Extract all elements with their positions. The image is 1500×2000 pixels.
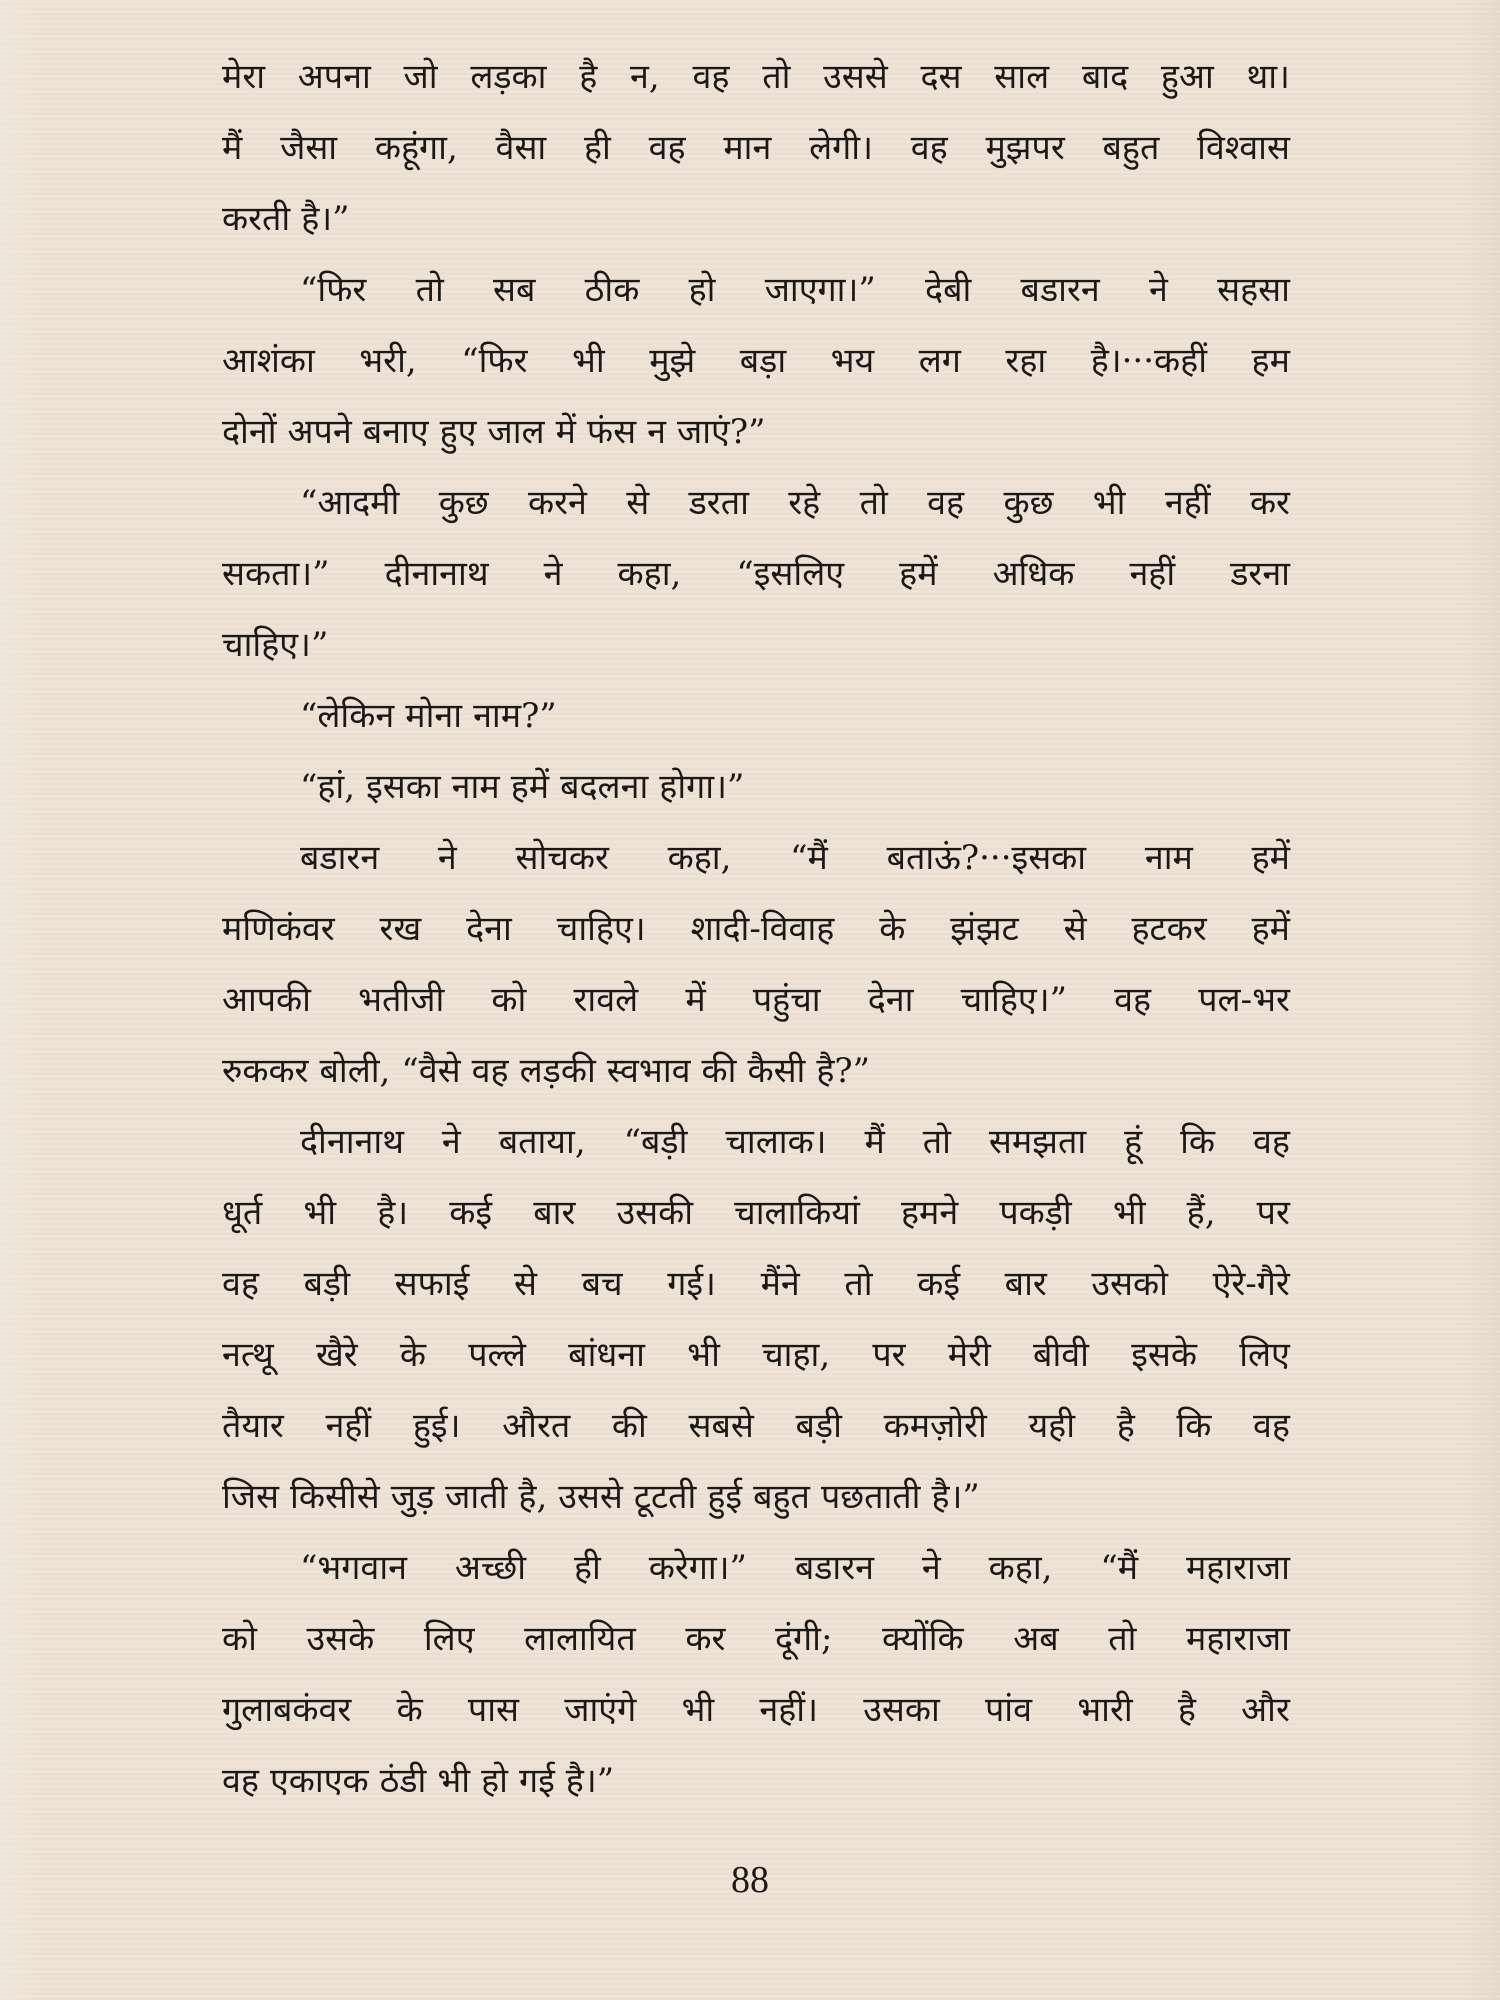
word: नहीं (325, 1406, 372, 1446)
text-line (222, 1320, 1290, 1391)
word: उससे (823, 57, 888, 97)
word: वैसा (495, 128, 547, 168)
word: पांव (984, 1690, 1033, 1730)
word: देबी (925, 270, 972, 310)
word: है (579, 57, 598, 97)
word: बहुत (753, 1477, 810, 1517)
word: हमें (1251, 838, 1290, 878)
text-line (222, 326, 1290, 397)
word: अधिक (992, 554, 1075, 594)
word: मोना (405, 696, 463, 736)
text-line (222, 42, 1290, 113)
word: धूर्त (222, 1193, 263, 1233)
word: “मैं (1100, 1548, 1139, 1588)
word: हो (481, 1761, 508, 1801)
word: वह (1253, 1406, 1290, 1446)
word: उसकी (616, 1193, 694, 1233)
text-line (222, 1675, 1290, 1746)
word: है।···कहीं (1090, 341, 1208, 381)
word: कमज़ोरी (883, 1406, 987, 1446)
text-line (222, 1533, 1290, 1604)
word: उसका (863, 1690, 940, 1730)
text-line (222, 1107, 1290, 1178)
word: को (222, 1619, 257, 1659)
word: कुछ (1003, 483, 1054, 523)
text-line (222, 965, 1290, 1036)
word: बड़ी (795, 1406, 842, 1446)
word: तो (922, 1122, 951, 1162)
word: है।” (931, 1477, 980, 1517)
word: बदलना (560, 767, 649, 807)
word: हूं (1124, 1122, 1143, 1162)
word: वह (910, 128, 948, 168)
word: आशंका (222, 341, 315, 381)
word: तैयार (222, 1406, 284, 1446)
word: कुछ (438, 483, 489, 523)
word: वह (1252, 1122, 1290, 1162)
word: उसके (306, 1619, 375, 1659)
text-line (222, 610, 1290, 681)
word: रहे (788, 483, 821, 523)
word: लालायित (524, 1619, 636, 1659)
word: अच्छी (454, 1548, 527, 1588)
word: कहूंगा, (374, 128, 458, 168)
word: के (879, 909, 906, 949)
word: भी (687, 1335, 720, 1375)
word: डरता (688, 483, 749, 523)
text-line (222, 1036, 1290, 1107)
text-line (222, 113, 1290, 184)
word: लड़का (470, 57, 547, 97)
word: ने (1148, 270, 1168, 310)
word: भतीजी (358, 980, 445, 1020)
word: बताया, (498, 1122, 586, 1162)
word: भी (1092, 483, 1126, 523)
word: भी (437, 1761, 471, 1801)
word: है (1116, 1406, 1135, 1446)
word: चाहिए।” (960, 980, 1067, 1020)
word: हमने (900, 1193, 959, 1233)
word: “लेकिन (300, 696, 395, 736)
word: “बड़ी (623, 1122, 688, 1162)
text-line (222, 1462, 1290, 1533)
word: “फिर (461, 341, 528, 381)
word: भारी (1077, 1690, 1133, 1730)
word: के (396, 1690, 423, 1730)
word: टूटती (633, 1477, 697, 1517)
word: गई (518, 1761, 555, 1801)
word: वह (1114, 980, 1152, 1020)
word: भी (681, 1690, 715, 1730)
word: हुआ (1160, 57, 1214, 97)
word: रुककर (222, 1051, 309, 1091)
word: दीनानाथ (384, 554, 489, 594)
word: नाम?” (473, 696, 557, 736)
word: करेगा।” (648, 1548, 747, 1588)
word: मैं (864, 1122, 885, 1162)
word: न (647, 412, 666, 452)
word: गई। (667, 1264, 716, 1304)
word: “वैसे (401, 1051, 461, 1091)
word: भरी, (359, 341, 417, 381)
word: पल्ले (468, 1335, 526, 1375)
text-line (222, 255, 1290, 326)
word: लड़की (519, 1051, 596, 1091)
page-number: 88 (731, 1859, 769, 1901)
text-line (222, 184, 1290, 255)
word: था। (1246, 57, 1290, 97)
word: जिस (222, 1477, 280, 1517)
text-line (222, 894, 1290, 965)
word: पछताती (820, 1477, 921, 1517)
word: जाएगा।” (764, 270, 876, 310)
word: औरत (502, 1406, 571, 1446)
word: बीवी (1033, 1335, 1089, 1375)
word: चालाक। (725, 1122, 827, 1162)
text-line (222, 681, 1290, 752)
word: कहा, (617, 554, 682, 594)
word: समझता (988, 1122, 1087, 1162)
word: ऐरे-गैरे (1212, 1264, 1290, 1304)
word: भी (571, 341, 605, 381)
word: सब (493, 270, 536, 310)
word: मणिकंवर (222, 909, 335, 949)
word: जो (403, 57, 438, 97)
word: विश्वास (1197, 128, 1290, 168)
word: नहीं (1164, 483, 1211, 523)
word: तो (844, 1264, 873, 1304)
word: सहसा (1217, 270, 1290, 310)
word: नत्थू (222, 1335, 274, 1375)
text-line (222, 752, 1290, 823)
word: को (491, 980, 527, 1020)
word: “फिर (300, 270, 367, 310)
word: सफाई (394, 1264, 470, 1304)
word: पास (467, 1690, 520, 1730)
word: चाहिए। (556, 909, 646, 949)
word: उससे (558, 1477, 623, 1517)
word: मेरी (947, 1335, 991, 1375)
word: मैं (222, 128, 243, 168)
word: “हां, (300, 767, 356, 807)
word: हुए (439, 412, 477, 452)
word: लिए (1239, 1335, 1290, 1375)
word: ने (921, 1548, 941, 1588)
word: महाराजा (1186, 1619, 1290, 1659)
word: करने (528, 483, 587, 523)
word: चाहिए।” (222, 625, 329, 665)
text-line (222, 823, 1290, 894)
word: ही (573, 1548, 601, 1588)
word: बड़ी (303, 1264, 351, 1304)
text-line (222, 1391, 1290, 1462)
text-line (222, 397, 1290, 468)
word: की (611, 1406, 647, 1446)
word: है?” (816, 1051, 871, 1091)
word: कर (685, 1619, 726, 1659)
word: भय (830, 341, 875, 381)
word: गुलाबकंवर (222, 1690, 352, 1730)
word: आपकी (222, 980, 311, 1020)
word: नाम (451, 767, 500, 807)
text-line (222, 1746, 1290, 1817)
word: है।” (301, 199, 350, 239)
word: हमें (899, 554, 938, 594)
text-line (222, 539, 1290, 610)
word: जाएं?” (677, 412, 766, 452)
word: वह (648, 128, 686, 168)
word: बडारन (794, 1548, 875, 1588)
word: मैंने (760, 1264, 800, 1304)
word: यही (1028, 1406, 1076, 1446)
word: में (555, 412, 576, 452)
word: चालाकियां (734, 1193, 860, 1233)
word: हुई। (412, 1406, 461, 1446)
word: में (685, 980, 706, 1020)
word: जुड़ (390, 1477, 435, 1517)
word: चाहा, (762, 1335, 831, 1375)
word: बार (1004, 1264, 1047, 1304)
word: जाल (487, 412, 545, 452)
word: ठीक (584, 270, 640, 310)
word: वह (222, 1761, 259, 1801)
word: वह (222, 1264, 259, 1304)
text-line (222, 468, 1290, 539)
word: कई (449, 1193, 493, 1233)
word: तो (1108, 1619, 1137, 1659)
word: भी (303, 1193, 337, 1233)
word: रख (379, 909, 422, 949)
word: होगा।” (659, 767, 745, 807)
word: साल (994, 57, 1050, 97)
word: तो (859, 483, 888, 523)
word: दोनों (222, 412, 277, 452)
word: लिए (423, 1619, 475, 1659)
word: कर (1249, 483, 1290, 523)
word: इसका (366, 767, 441, 807)
word: इसके (1131, 1335, 1197, 1375)
word: कहा, (988, 1548, 1053, 1588)
word: उसको (1091, 1264, 1168, 1304)
word: जाएंगे (564, 1690, 637, 1730)
word: दूंगी; (774, 1619, 833, 1659)
word: अब (1013, 1619, 1059, 1659)
word: स्वभाव (606, 1051, 691, 1091)
word: बहुत (1102, 128, 1160, 168)
word: कैसी (747, 1051, 806, 1091)
word: जैसा (280, 128, 338, 168)
word: है। (377, 1193, 409, 1233)
word: लग (918, 341, 961, 381)
word: और (1241, 1690, 1290, 1730)
word: बड़ा (739, 341, 787, 381)
word: अपना (297, 57, 371, 97)
word: बाद (1081, 57, 1129, 97)
word: कि (1180, 1122, 1215, 1162)
word: “आदमी (300, 483, 400, 523)
word: बनाए (362, 412, 429, 452)
word: बताऊं?···इसका (886, 838, 1087, 878)
word: है, (518, 1477, 548, 1517)
word: पर (1256, 1193, 1290, 1233)
word: तो (415, 270, 444, 310)
word: वह (692, 57, 730, 97)
word: ठंडी (379, 1761, 427, 1801)
word: ने (437, 838, 457, 878)
word: रावले (573, 980, 639, 1020)
word: न, (630, 57, 660, 97)
word: वह (927, 483, 965, 523)
word: बार (533, 1193, 576, 1233)
word: मेरा (222, 57, 266, 97)
word: अपने (287, 412, 352, 452)
word: नहीं (1129, 554, 1176, 594)
word: भी (1112, 1193, 1146, 1233)
word: बोली, (319, 1051, 391, 1091)
word: दीनानाथ (300, 1122, 404, 1162)
word: तो (762, 57, 791, 97)
word: “भगवान (300, 1548, 408, 1588)
word: फंस (586, 412, 637, 452)
word: पल-भर (1198, 980, 1290, 1020)
word: बडारन (300, 838, 380, 878)
word: ही (584, 128, 611, 168)
word: ने (543, 554, 563, 594)
word: वह (471, 1051, 509, 1091)
word: शादी-विवाह (690, 909, 835, 949)
word: हो (688, 270, 716, 310)
word: बांधना (568, 1335, 645, 1375)
word: बच (581, 1264, 623, 1304)
word: “मैं (790, 838, 828, 878)
body-text (222, 42, 1290, 1817)
word: देना (466, 909, 512, 949)
word: करती (222, 199, 291, 239)
word: नाम (1144, 838, 1193, 878)
word: मुझे (649, 341, 696, 381)
word: क्योंकि (882, 1619, 964, 1659)
word: हमें (1251, 909, 1290, 949)
word: रहा (1005, 341, 1047, 381)
word: डरना (1230, 554, 1290, 594)
word: कि (1176, 1406, 1212, 1446)
word: से (626, 483, 650, 523)
word: एकाएक (269, 1761, 369, 1801)
word: बडारन (1020, 270, 1100, 310)
word: पर (872, 1335, 906, 1375)
word: देना (867, 980, 914, 1020)
word: पकड़ी (999, 1193, 1072, 1233)
word: कहा, (667, 838, 732, 878)
word: की (701, 1051, 737, 1091)
word: झंझट (950, 909, 1019, 949)
text-line (222, 1249, 1290, 1320)
word: मुझपर (985, 128, 1065, 168)
word: मान (723, 128, 772, 168)
word: नहीं। (759, 1690, 818, 1730)
word: सकता।” (222, 554, 330, 594)
word: है।” (565, 1761, 615, 1801)
word: कई (917, 1264, 961, 1304)
word: सोचकर (515, 838, 609, 878)
word: पहुंचा (752, 980, 821, 1020)
word: ने (441, 1122, 461, 1162)
word: महाराजा (1185, 1548, 1290, 1588)
word: हटकर (1131, 909, 1207, 949)
text-line (222, 1604, 1290, 1675)
word: सबसे (688, 1406, 754, 1446)
word: किसीसे (290, 1477, 380, 1517)
word: से (513, 1264, 537, 1304)
word: हुई (707, 1477, 743, 1517)
word: “इसलिए (736, 554, 845, 594)
word: हमें (510, 767, 550, 807)
word: जाती (445, 1477, 508, 1517)
word: है (1177, 1690, 1196, 1730)
text-line (222, 1178, 1290, 1249)
word: से (1063, 909, 1087, 949)
word: दस (920, 57, 962, 97)
word: खैरे (316, 1335, 358, 1375)
word: हैं, (1186, 1193, 1216, 1233)
word: के (399, 1335, 427, 1375)
word: लेगी। (809, 128, 873, 168)
word: हम (1251, 341, 1290, 381)
